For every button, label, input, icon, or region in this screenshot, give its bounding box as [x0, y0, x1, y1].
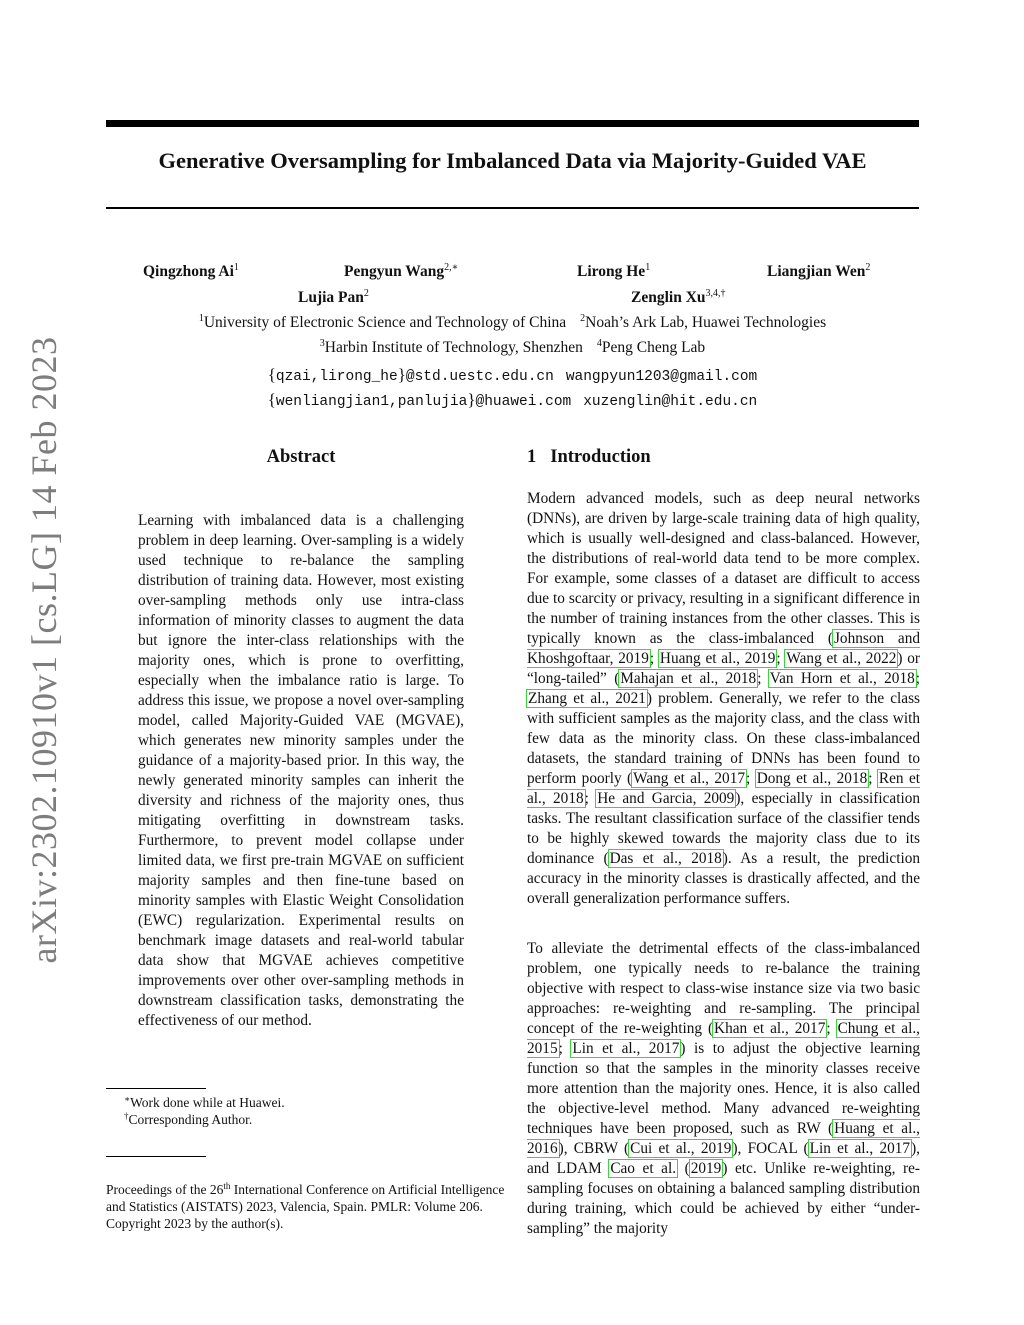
- arxiv-identifier-stamp: [4, 336, 84, 964]
- citation-link[interactable]: Mahajan et al., 2018: [620, 670, 757, 687]
- footnote-work-done: ∗Work done while at Huawei.: [124, 1094, 285, 1110]
- citation-link[interactable]: Ren et al., 2018: [527, 770, 921, 807]
- affiliations-line-2: $^3$Harbin Institute of Technology, Shenzhen $^4$Peng Cheng Lab: [319, 338, 706, 356]
- author-lirong-he: Lirong He$^1$: [577, 262, 651, 280]
- introduction-paragraph-2: To alleviate the detrimental effects of the class-imbalanced problem, one typically needs to re-balance the training objective with respect to class-wise instance size via two basic approaches: re-weighting and re-sampling. The principal concept of the re-weighting (Khan et al., 2017; Chung et al., 2015; Lin et al., 2017) is to adjust the objective learning function so that the samples in the minority classes receive more attention than the majority ones. Hence, it is also called the objective-level method. Many advanced re-weighting techniques have been proposed, such as RW (Huang et al., 2016), CBRW (Cui et al., 2019), FOCAL (Lin et al., 2017), and LDAM Cao et al. (2019) etc. Unlike re-weighting, re-sampling focuses on obtaining a balanced sampling distribution during training, which could be achieved by either “under-sampling” the majority: [527, 940, 920, 1237]
- proceedings-rule: [106, 1156, 206, 1157]
- citation-link[interactable]: Chung et al., 2015: [527, 1020, 920, 1057]
- author-qingzhong-ai: Qingzhong Ai$^1$: [143, 262, 239, 280]
- author-zenglin-xu: Zenglin $Xu^{3,4,\dagger}$: [631, 288, 726, 306]
- introduction-paragraph-1: Modern advanced models, such as deep neural networks (DNNs), are driven by large-scale training data of high quality, which is usually well-designed and class-balanced. However, the distributions of real-world data tend to be more complex. For example, some classes of a dataset are difficult to access due to scarcity or privacy, resulting in a significant difference in the number of training instances from the other classes. This is typically known as the class-imbalanced (Johnson and Khoshgoftaar, 2019; Huang et al., 2019; Wang et al., 2022) or “long-tailed” (Mahajan et al., 2018; Van Horn et al., 2018; Zhang et al., 2021) problem. Generally, we refer to the class with sufficient samples as the majority class, and the class with few data as the minority class. On these class-imbalanced datasets, the standard training of DNNs has been found to perform poorly (Wang et al., 2017; Dong et al., 2018; Ren et al., 2018; He and Garcia, 2009), especially in classification tasks. The resultant classification surface of the classifier tends to be highly skewed towards the majority class due to its dominance (Das et al., 2018). As a result, the prediction accuracy in the minority classes is drastically affected, and the overall generalization performance suffers.: [527, 490, 921, 907]
- citation-link[interactable]: Lin et al., 2017: [572, 1040, 680, 1057]
- author-pengyun-wang: Pengyun Wang$^{2,∗}$: [344, 262, 459, 280]
- footnote-corresponding: †Corresponding Author.: [124, 1111, 253, 1127]
- introduction-heading: 1 Introduction: [527, 447, 651, 467]
- citation-link[interactable]: Lin et al., 2017: [809, 1140, 911, 1157]
- author-liangjian-wen: Liangjian Wen$^2$: [767, 262, 871, 280]
- citation-link[interactable]: He and Garcia, 2009: [597, 790, 735, 807]
- author-lujia-pan: Lujia Pan$^2$: [298, 288, 369, 306]
- citation-link[interactable]: Cui et al., 2019: [630, 1140, 732, 1157]
- title-bottom-rule: [106, 207, 919, 209]
- paper-title: Generative Oversampling for Imbalanced Data via Majority-Guided VAE: [158, 148, 867, 173]
- citation-link[interactable]: Johnson and Khoshgoftaar, 2019: [527, 630, 920, 667]
- proceedings-notice: Proceedings of the 26th International Conference on Artificial Intelligence and Statistics (AISTATS) 2023, Valencia, Spain. PMLR: Volume 206. Copyright 2023 by the author(s).: [106, 1181, 505, 1231]
- title-top-rule: [106, 120, 919, 127]
- citation-link[interactable]: Van Horn et al., 2018: [769, 670, 915, 687]
- citation-link[interactable]: Zhang et al., 2021: [528, 690, 646, 707]
- citation-link[interactable]: Wang et al., 2017: [633, 770, 746, 787]
- footnote-rule: [106, 1088, 206, 1089]
- abstract-heading: Abstract: [266, 447, 336, 467]
- citation-link[interactable]: Cao et al.: [610, 1160, 677, 1177]
- citation-link[interactable]: Khan et al., 2017: [714, 1020, 826, 1037]
- citation-link[interactable]: Huang et al., 2016: [527, 1120, 920, 1157]
- citation-link[interactable]: 2019: [690, 1160, 722, 1177]
- citation-link[interactable]: Wang et al., 2022: [786, 650, 897, 667]
- email-line-2: {wenliangjian1,panlujia}@huawei.com xuzenglin@hit.edu.cn: [267, 390, 758, 410]
- citation-link[interactable]: Das et al., 2018: [609, 850, 722, 867]
- arxiv-stamp-text: arXiv:2302.10910v1 [cs.LG] 14 Feb 2023: [24, 336, 64, 964]
- affiliations-line-1: $^1$University of Electronic Science and Technology of China $^2$Noah’s Ark Lab, Huawei Technologies: [198, 313, 827, 331]
- abstract-text: Learning with imbalanced data is a challenging problem in deep learning. Over-sampling is a widely used technique to re-balance the sampling distribution of training data. However, most existing over-sampling methods only use intra-class information of minority classes to augment the data but ignore the inter-class relationships with the majority ones, which is prone to overfitting, especially when the imbalance ratio is large. To address this issue, we propose a novel over-sampling model, called Majority-Guided VAE (MGVAE), which generates new minority samples under the guidance of a majority-based prior. In this way, the newly generated minority samples can inherit the diversity and richness of the majority ones, thus mitigating overfitting in downstream tasks. Furthermore, to prevent model collapse under limited data, we first pre-train MGVAE on sufficient majority samples and then fine-tune based on minority samples with Elastic Weight Consolidation (EWC) regularization. Experimental results on benchmark image datasets and real-world tabular data show that MGVAE achieves competitive improvements over other over-sampling methods in downstream classification tasks, demonstrating the effectiveness of our method.: [138, 512, 464, 1029]
- citation-link[interactable]: Huang et al., 2019: [659, 650, 776, 667]
- citation-link[interactable]: Dong et al., 2018: [756, 770, 868, 787]
- email-line-1: {qzai,lirong_he}@std.uestc.edu.cn wangpyun1203@gmail.com: [267, 365, 758, 385]
